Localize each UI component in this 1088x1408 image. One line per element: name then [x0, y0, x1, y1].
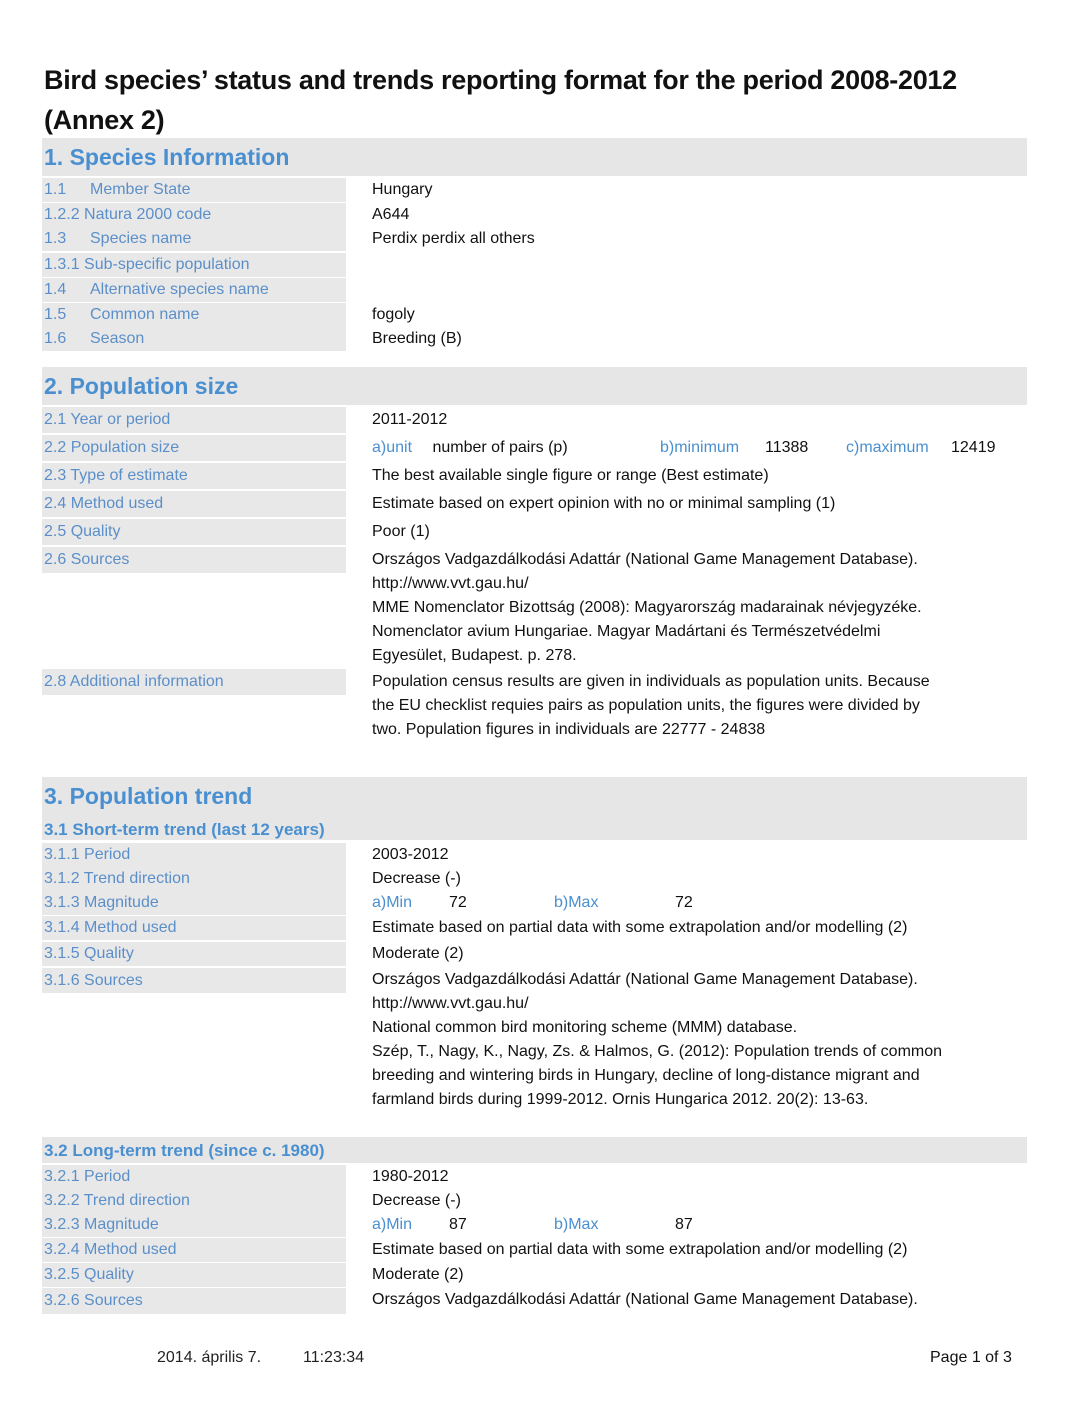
- value-population-size: [372, 435, 568, 461]
- label-short-magnitude: 3.1.3 Magnitude: [42, 891, 346, 915]
- label-population-size: 2.2 Population size: [42, 435, 346, 461]
- label-long-period: 3.2.1 Period: [42, 1165, 346, 1189]
- footer-date: 2014. április 7.: [157, 1349, 262, 1366]
- value-species-name: Perdix perdix all others: [372, 230, 535, 247]
- label-short-trend-direction: 3.1.2 Trend direction: [42, 867, 346, 891]
- section-1-heading: 1. Species Information: [44, 144, 290, 170]
- value-additional-information: Population census results are given in individuals as population units. Because the EU checklist requies pairs as population units, the figures were divided by two. Population figures in individuals are 22777 - 24838: [372, 673, 930, 738]
- label-long-quality: 3.2.5 Quality: [42, 1263, 346, 1287]
- section-2-header: [42, 367, 1027, 405]
- label-short-method-used: 3.1.4 Method used: [42, 916, 346, 940]
- label-long-method-used: 3.2.4 Method used: [42, 1238, 346, 1262]
- long-term-heading: 3.2 Long-term trend (since c. 1980): [44, 1141, 325, 1160]
- value-sources: Országos Vadgazdálkodási Adattár (National Game Management Database). http://www.vvt.gau.hu/ MME Nomenclator Bizottság (2008): Magyarország madarainak névjegyzéke. Nomenclator avium Hungariae. Magyar Madártani és Természetvédelmi Egyesület, Budapest. p. 278.: [372, 548, 1012, 668]
- maximum-value: 12419: [951, 439, 996, 456]
- label-long-trend-direction: 3.2.2 Trend direction: [42, 1189, 346, 1213]
- value-long-quality: Moderate (2): [372, 1266, 464, 1283]
- long-max-label: b)Max: [554, 1216, 599, 1233]
- short-min-value: 72: [449, 894, 467, 911]
- label-natura-code: 1.2.2 Natura 2000 code: [42, 203, 346, 227]
- value-season: Breeding (B): [372, 330, 462, 347]
- value-short-sources: Országos Vadgazdálkodási Adattár (National Game Management Database). http://www.vvt.gau.hu/ National common bird monitoring scheme (MMM) database. Szép, T., Nagy, K., Nagy, Zs. & Halmos, G. (2012): Population trends of common breeding and wintering birds in Hungary, decline of long-distance migrant and farmland birds during 1999-2012. Ornis Hungarica 2012. 20(2): 13-63.: [372, 968, 1012, 1112]
- label-year-or-period: 2.1 Year or period: [42, 407, 346, 433]
- long-min-label: a)Min: [372, 1216, 413, 1233]
- label-sub-specific-population: 1.3.1 Sub-specific population: [42, 253, 346, 277]
- label-short-period: 3.1.1 Period: [42, 843, 346, 867]
- label-additional-information: 2.8 Additional information: [42, 669, 346, 695]
- long-term-header: [42, 1137, 1027, 1163]
- label-alternative-species-name: 1.4 Alternative species name: [42, 278, 346, 302]
- section-3-header: [42, 777, 1027, 840]
- label-short-quality: 3.1.5 Quality: [42, 942, 346, 966]
- value-common-name: fogoly: [372, 306, 415, 323]
- value-quality: Poor (1): [372, 523, 430, 540]
- unit-value: number of pairs (p): [432, 439, 568, 456]
- value-long-trend-direction: Decrease (-): [372, 1192, 461, 1209]
- value-year-or-period: 2011-2012: [372, 411, 448, 428]
- short-max-label: b)Max: [554, 894, 599, 911]
- label-type-of-estimate: 2.3 Type of estimate: [42, 463, 346, 489]
- source-link[interactable]: http://www.vvt.gau.hu/: [372, 575, 529, 592]
- label-sources: 2.6 Sources: [42, 547, 346, 573]
- label-long-sources: 3.2.6 Sources: [42, 1288, 346, 1314]
- short-max-value: 72: [675, 894, 693, 911]
- value-short-trend-direction: Decrease (-): [372, 870, 461, 887]
- value-method-used: Estimate based on expert opinion with no or minimal sampling (1): [372, 495, 836, 512]
- minimum-value: 11388: [765, 439, 809, 456]
- value-member-state: Hungary: [372, 181, 433, 198]
- label-member-state: 1.1 Member State: [42, 178, 346, 202]
- section-1-header: [42, 138, 1027, 176]
- label-method-used: 2.4 Method used: [42, 491, 346, 517]
- label-quality: 2.5 Quality: [42, 519, 346, 545]
- label-species-name: 1.3 Species name: [42, 227, 346, 251]
- footer-time: 11:23:34: [303, 1349, 365, 1366]
- label-season: 1.6 Season: [42, 327, 346, 351]
- page-number: Page 1 of 3: [930, 1349, 1012, 1366]
- value-short-quality: Moderate (2): [372, 945, 464, 962]
- long-min-value: 87: [449, 1216, 467, 1233]
- short-min-label: a)Min: [372, 894, 413, 911]
- value-long-period: 1980-2012: [372, 1168, 449, 1185]
- short-term-heading: 3.1 Short-term trend (last 12 years): [44, 820, 325, 839]
- section-2-heading: 2. Population size: [44, 373, 239, 399]
- label-short-sources: 3.1.6 Sources: [42, 968, 346, 993]
- page-title: Bird species’ status and trends reporting format for the period 2008-2012 (Annex 2): [44, 65, 957, 135]
- value-natura-code: A644: [372, 206, 410, 223]
- maximum-label: c)maximum: [846, 439, 929, 456]
- value-long-method-used: Estimate based on partial data with some extrapolation and/or modelling (2): [372, 1241, 908, 1258]
- value-short-method-used: Estimate based on partial data with some extrapolation and/or modelling (2): [372, 919, 908, 936]
- label-long-magnitude: 3.2.3 Magnitude: [42, 1213, 346, 1237]
- label-common-name: 1.5 Common name: [42, 303, 346, 327]
- value-long-sources: Országos Vadgazdálkodási Adattár (National Game Management Database).: [372, 1291, 918, 1308]
- long-max-value: 87: [675, 1216, 693, 1233]
- section-3-heading: 3. Population trend: [44, 783, 253, 809]
- value-short-period: 2003-2012: [372, 846, 449, 863]
- unit-label: a)unit: [372, 439, 413, 456]
- value-type-of-estimate: The best available single figure or range (Best estimate): [372, 467, 769, 484]
- minimum-label: b)minimum: [660, 439, 740, 456]
- short-source-link[interactable]: http://www.vvt.gau.hu/: [372, 995, 529, 1012]
